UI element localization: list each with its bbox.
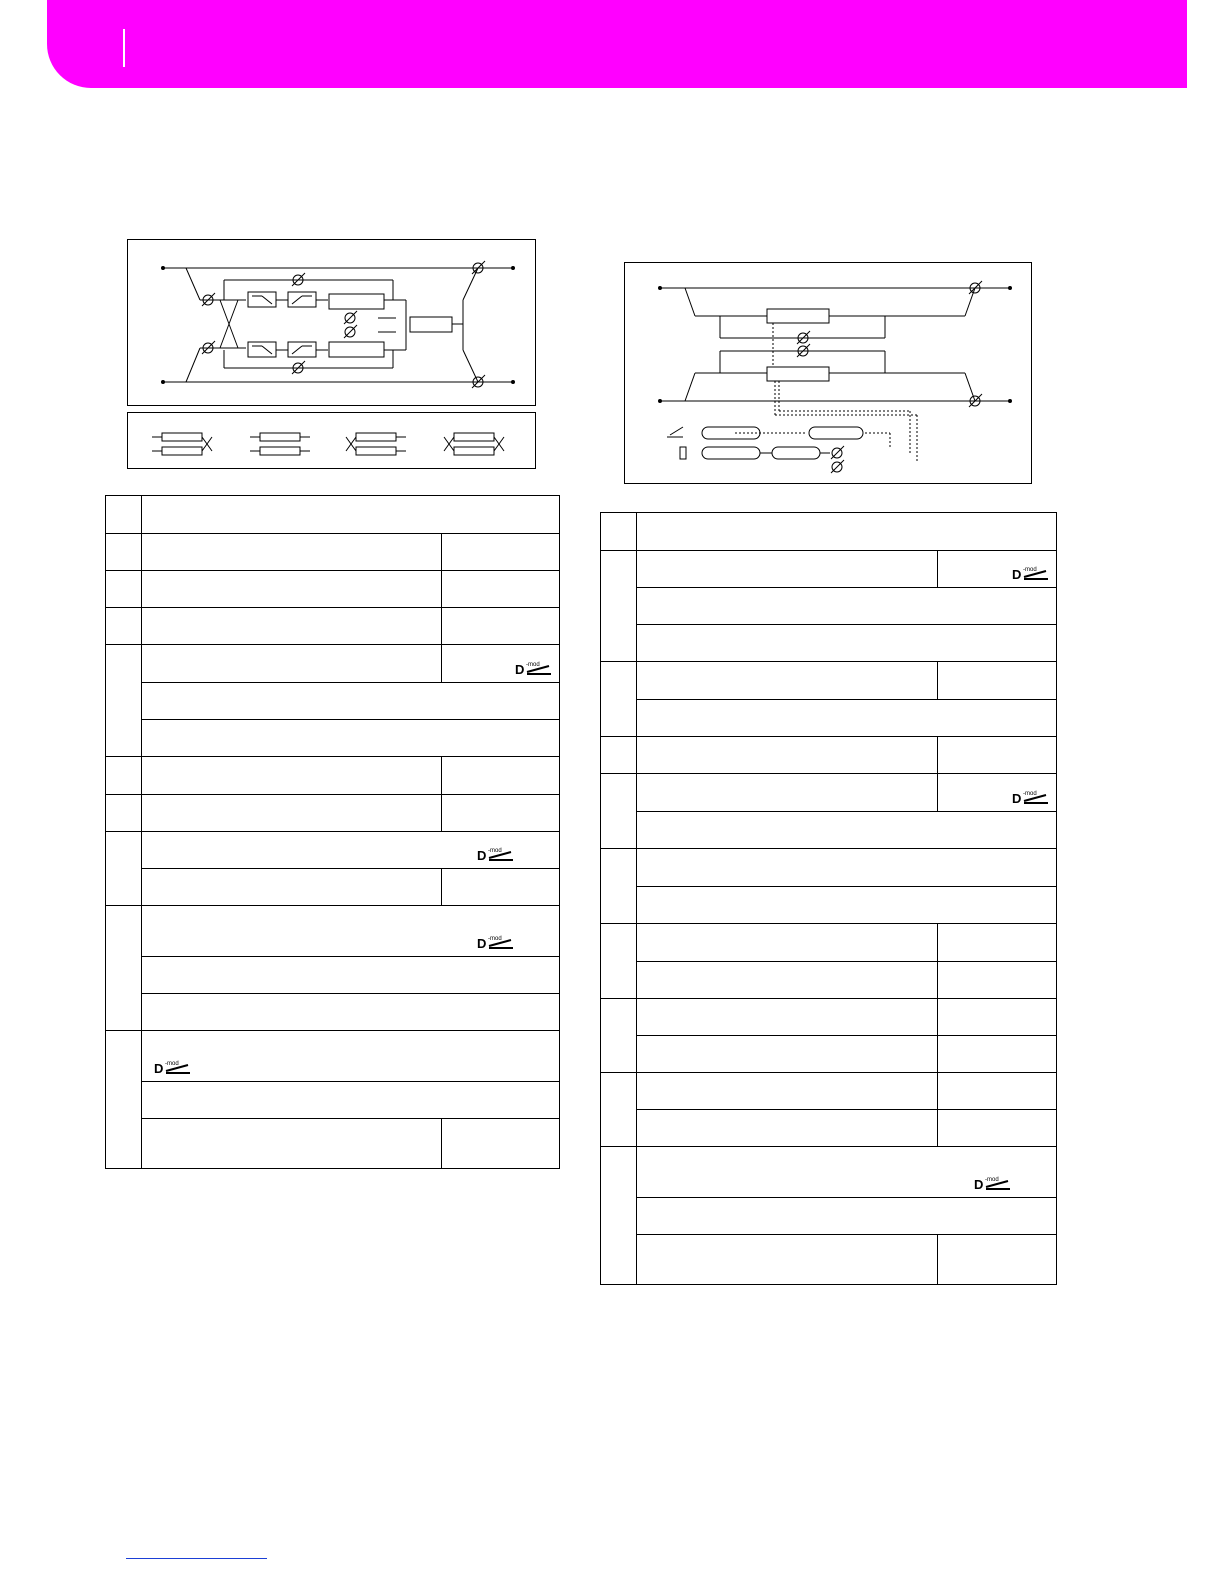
param-value (938, 737, 1057, 774)
header-divider (123, 29, 125, 67)
param-name (142, 832, 560, 869)
svg-text:-mod: -mod (985, 1177, 999, 1183)
param-value (938, 1235, 1057, 1285)
param-name (637, 1073, 938, 1110)
svg-text:D: D (1012, 791, 1022, 805)
param-value (938, 551, 1057, 588)
svg-text:-mod: -mod (488, 936, 502, 942)
param-group-title (637, 513, 1057, 551)
param-name (637, 551, 938, 588)
left-parameter-table (105, 495, 560, 1169)
param-value (442, 534, 560, 571)
svg-text:-mod: -mod (1023, 567, 1037, 573)
param-value (442, 757, 560, 795)
left-block-diagram (127, 239, 536, 406)
row-number (106, 496, 142, 534)
param-value (442, 645, 560, 683)
dmod-icon (1012, 565, 1050, 584)
param-value (938, 1036, 1057, 1073)
right-block-diagram (624, 262, 1032, 484)
param-name (142, 757, 442, 795)
param-value (938, 962, 1057, 999)
right-parameter-table (600, 512, 1057, 1285)
param-value (442, 1119, 560, 1169)
svg-text:-mod: -mod (165, 1061, 179, 1067)
param-name (637, 924, 938, 962)
svg-text:D: D (515, 662, 525, 676)
param-name (142, 534, 442, 571)
param-name (142, 645, 442, 683)
param-value (442, 608, 560, 645)
left-mode-strip (127, 412, 536, 469)
footer-link-underline[interactable] (126, 1558, 267, 1559)
param-name (637, 662, 938, 700)
param-value (442, 795, 560, 832)
dmod-icon (974, 1175, 1012, 1194)
dmod-icon (1012, 789, 1050, 808)
param-name (142, 795, 442, 832)
param-name (637, 774, 938, 812)
param-name (142, 608, 442, 645)
param-name (637, 737, 938, 774)
svg-text:-mod: -mod (1023, 791, 1037, 797)
svg-text:D: D (974, 1177, 984, 1191)
param-value (442, 571, 560, 608)
param-value (938, 924, 1057, 962)
param-name (637, 999, 938, 1036)
svg-text:D: D (1012, 567, 1022, 581)
svg-text:D: D (477, 848, 487, 862)
param-value (938, 774, 1057, 812)
param-name (637, 1147, 1057, 1198)
svg-text:D: D (154, 1061, 164, 1075)
param-value (938, 1073, 1057, 1110)
mode-diagrams (128, 413, 535, 468)
dmod-icon (477, 934, 515, 953)
svg-text:D: D (477, 936, 487, 950)
dmod-icon (154, 1059, 192, 1078)
param-value (938, 999, 1057, 1036)
svg-text:-mod: -mod (526, 662, 540, 668)
svg-text:-mod: -mod (488, 848, 502, 854)
param-name (637, 849, 1057, 887)
param-name (142, 906, 560, 957)
param-value (938, 1110, 1057, 1147)
param-name (142, 571, 442, 608)
signal-flow-diagram-right (625, 263, 1031, 483)
page-header-bar (47, 0, 1187, 88)
dmod-icon (515, 660, 553, 679)
param-value (442, 869, 560, 906)
param-group-title (142, 496, 560, 534)
param-value (938, 662, 1057, 700)
signal-flow-diagram-left (128, 240, 535, 405)
dmod-icon (477, 846, 515, 865)
param-name (142, 1031, 560, 1082)
